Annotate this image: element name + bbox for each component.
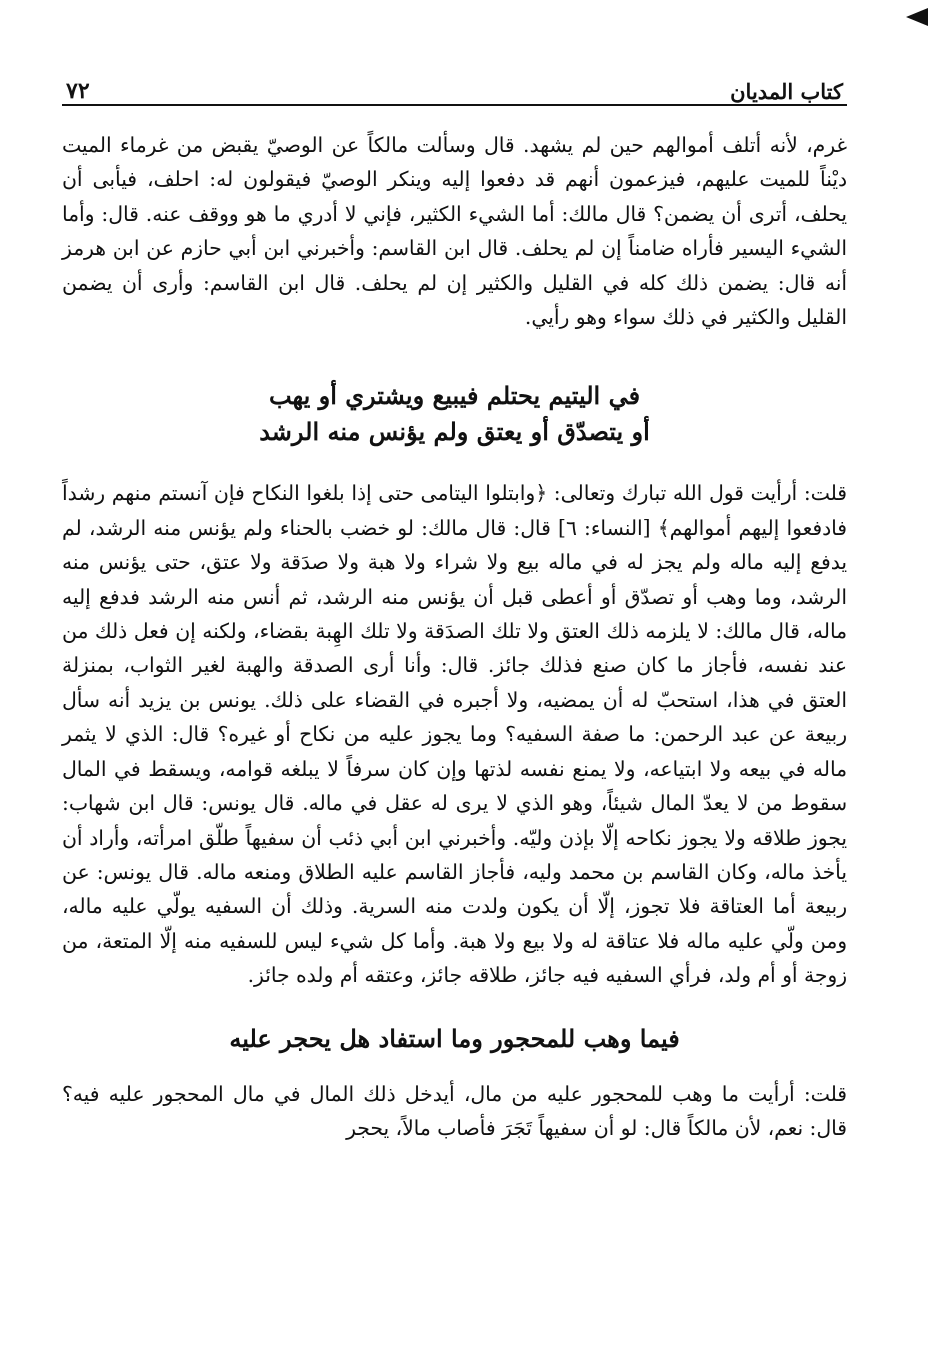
page-corner-mark: [906, 8, 928, 26]
section-heading-line-1: في اليتيم يحتلم فيبيع ويشتري أو يهب: [268, 381, 641, 411]
section-orphan-text: قلت: أرأيت قول الله تبارك وتعالى: ﴿وابتلوا اليتامى حتى إذا بلغوا النكاح فإن آنستم منهم رشداً فادفعوا إليهم أموالهم﴾ [النساء: ٦] قال: قال مالك: لو خضب بالحناء ولم يؤنس منه الرشد، لم يدفع إليه ماله ولم يجز له في ماله بيع ولا شراء ولا هبة ولا صدَقة ولا عتق، حتى يؤنس منه الرشد، وما وهب أو تصدّق أو أعطى قبل أن يؤنس منه الرشد، ثم أنس منه الرشد فدفع إليه ماله، قال مالك: لا يلزمه ذلك العتق ولا تلك الصدَقة ولا تلك الهِبة بقضاء، ولكنه إن فعل ذلك من عند نفسه، فأجاز ما كان صنع فذلك جائز. قال: وأنا أرى الصدقة والهبة لغير الثواب، بمنزلة العتق في هذا، استحبّ له أن يمضيه، ولا أجبره في القضاء على ذلك. يونس بن يزيد أنه سأل ربيعة عن عبد الرحمن: ما صفة السفيه؟ وما يجوز عليه من نكاح أو غيره؟ قال: الذي لا يثمر ماله في بيعه ولا ابتياعه، ولا يمنع نفسه لذتها وإن كان سرفاً لا يبلغه قوامه، ويسقط في المال سقوط من لا يعدّ المال شيئاً، وهو الذي لا يرى له عقل في ماله. قال يونس: قال ابن شهاب: يجوز طلاقه ولا يجوز نكاحه إلّا بإذن وليّه. وأخبرني ابن أبي ذئب أن سفيهاً طلّق امرأته، وأراد أن يأخذ ماله، وكان القاسم بن محمد وليه، فأجاز القاسم عليه الطلاق ومنعه ماله. قال يونس: عن ربيعة أما العتاقة فلا تجوز، إلّا أن يكون ولدت منه السرية. وذلك أن السفيه يولّي عليه ماله، ومن ولّي عليه ماله فلا عتاقة له ولا بيع ولا هبة. وأما كل شيء ليس للسفيه منه إلّا المتعة، من زوجة أو أم ولد، فرأي السفيه فيه جائز، طلاقه جائز، وعتقه أم ولده جائز.: [62, 481, 847, 988]
running-header: [62, 70, 847, 106]
section-interdicted-text: قلت: أرأيت ما وهب للمحجور عليه من مال، أيدخل ذلك المال في مال المحجور عليه فيه؟ قال: نعم، لأن مالكاً قال: لو أن سفيهاً تَجَرَ فأصاب مالاً، يحجر: [62, 1081, 847, 1140]
section-heading-interdicted: [62, 1021, 847, 1057]
section-heading-interdicted-line: فيما وهب للمحجور وما استفاد هل يحجر عليه: [229, 1023, 680, 1053]
section-heading-line-2: أو يتصدّق أو يعتق ولم يؤنس منه الرشد: [259, 417, 650, 447]
book-page: [62, 70, 847, 1360]
section-heading-orphan: [62, 378, 847, 450]
book-title: كتاب المديان: [730, 79, 843, 104]
page-body: [62, 128, 847, 1145]
page-number: ٧٢: [66, 78, 90, 104]
paragraph-continued: غرم، لأنه أتلف أموالهم حين لم يشهد. قال وسألت مالكاً عن الوصيّ يقبض من غرماء الميت ديْناً للميت عليهم، فيزعمون أنهم قد دفعوا إليه وينكر الوصيّ فيقولون له: احلف، فيأبى أن يحلف، أترى أن يضمن؟ قال مالك: أما الشيء الكثير، فإني لا أدري ما هو ووقف عنه. قال: وأما الشيء اليسير فأراه ضامناً إن لم يحلف. قال ابن القاسم: وأخبرني ابن أبي حازم عن ابن هرمز أنه قال: يضمن ذلك كله في القليل والكثير إن لم يحلف. قال ابن القاسم: وأرى أن يضمن القليل والكثير في ذلك سواء وهو رأيي.: [62, 133, 847, 330]
